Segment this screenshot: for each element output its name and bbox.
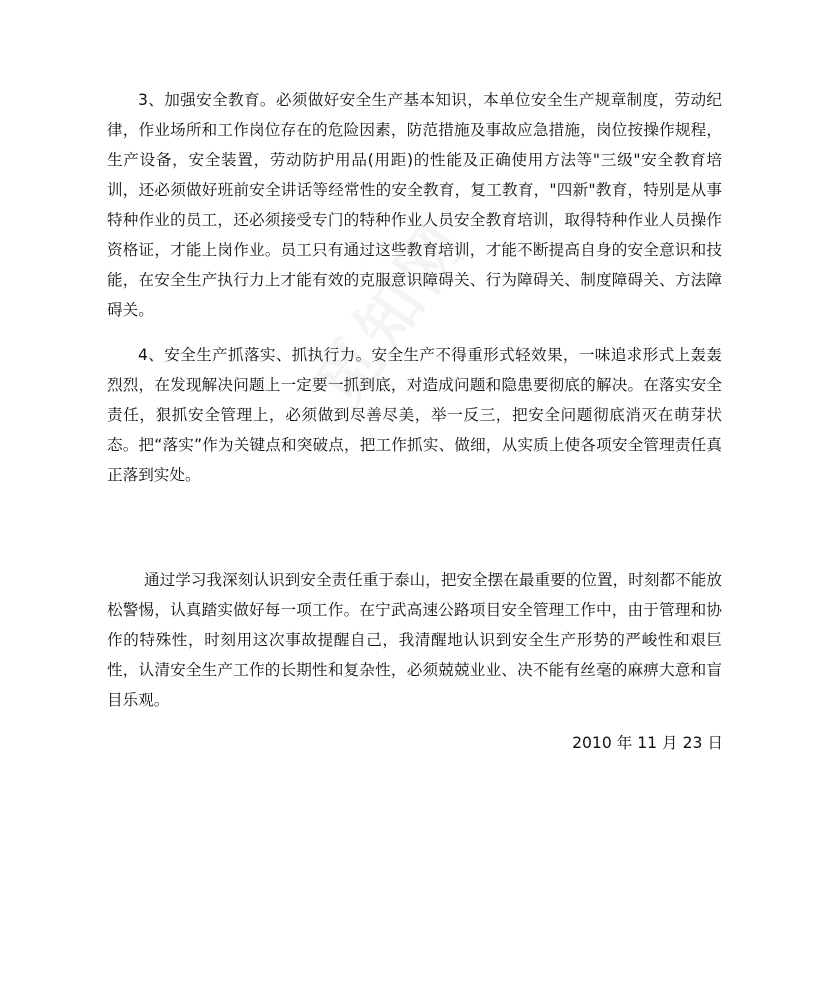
paragraph-safety-education: 3、加强安全教育。必须做好安全生产基本知识，本单位安全生产规章制度，劳动纪律，作业场所和工作岗位存在的危险因素，防范措施及事故应急措施，岗位按操作规程，生产设备，安全装置，劳动防护用品(用距)的性能及正确使用方法等"三级"安全教育培训，还必须做好班前安全讲话等经常性的安全教育，复工教育，"四新"教育，特别是从事特种作业的员工，还必须接受专门的特种作业人员安全教育培训，取得特种作业人员操作资格证，才能上岗作业。员工只有通过这些教育培训，才能不断提高自身的安全意识和技能，在安全生产执行力上才能有效的克服意识障碍关、行为障碍关、制度障碍关、方法障碍关。 bbox=[107, 91, 722, 319]
document-date: 2010 年 11 月 23 日 bbox=[572, 734, 723, 752]
paragraph-conclusion: 通过学习我深刻认识到安全责任重于泰山，把安全摆在最重要的位置，时刻都不能放松警惕，认真踏实做好每一项工作。在宁武高速公路项目安全管理工作中，由于管理和协作的特殊性，时刻用这次事故提醒自己，我清醒地认识到安全生产形势的严峻性和艰巨性，认清安全生产工作的长期性和复杂性，必须兢兢业业、决不能有丝毫的麻痹大意和盲目乐观。 bbox=[107, 571, 722, 709]
paragraph-implementation: 4、安全生产抓落实、抓执行力。安全生产不得重形式轻效果，一味追求形式上轰轰烈烈，在发现解决问题上一定要一抓到底，对造成问题和隐患要彻底的解决。在落实安全责任，狠抓安全管理上，必须做到尽善尽美，举一反三，把安全问题彻底消灭在萌芽状态。把“落实”作为关键点和突破点，把工作抓实、做细，从实质上使各项安全管理责任真正落到实处。 bbox=[107, 346, 722, 484]
